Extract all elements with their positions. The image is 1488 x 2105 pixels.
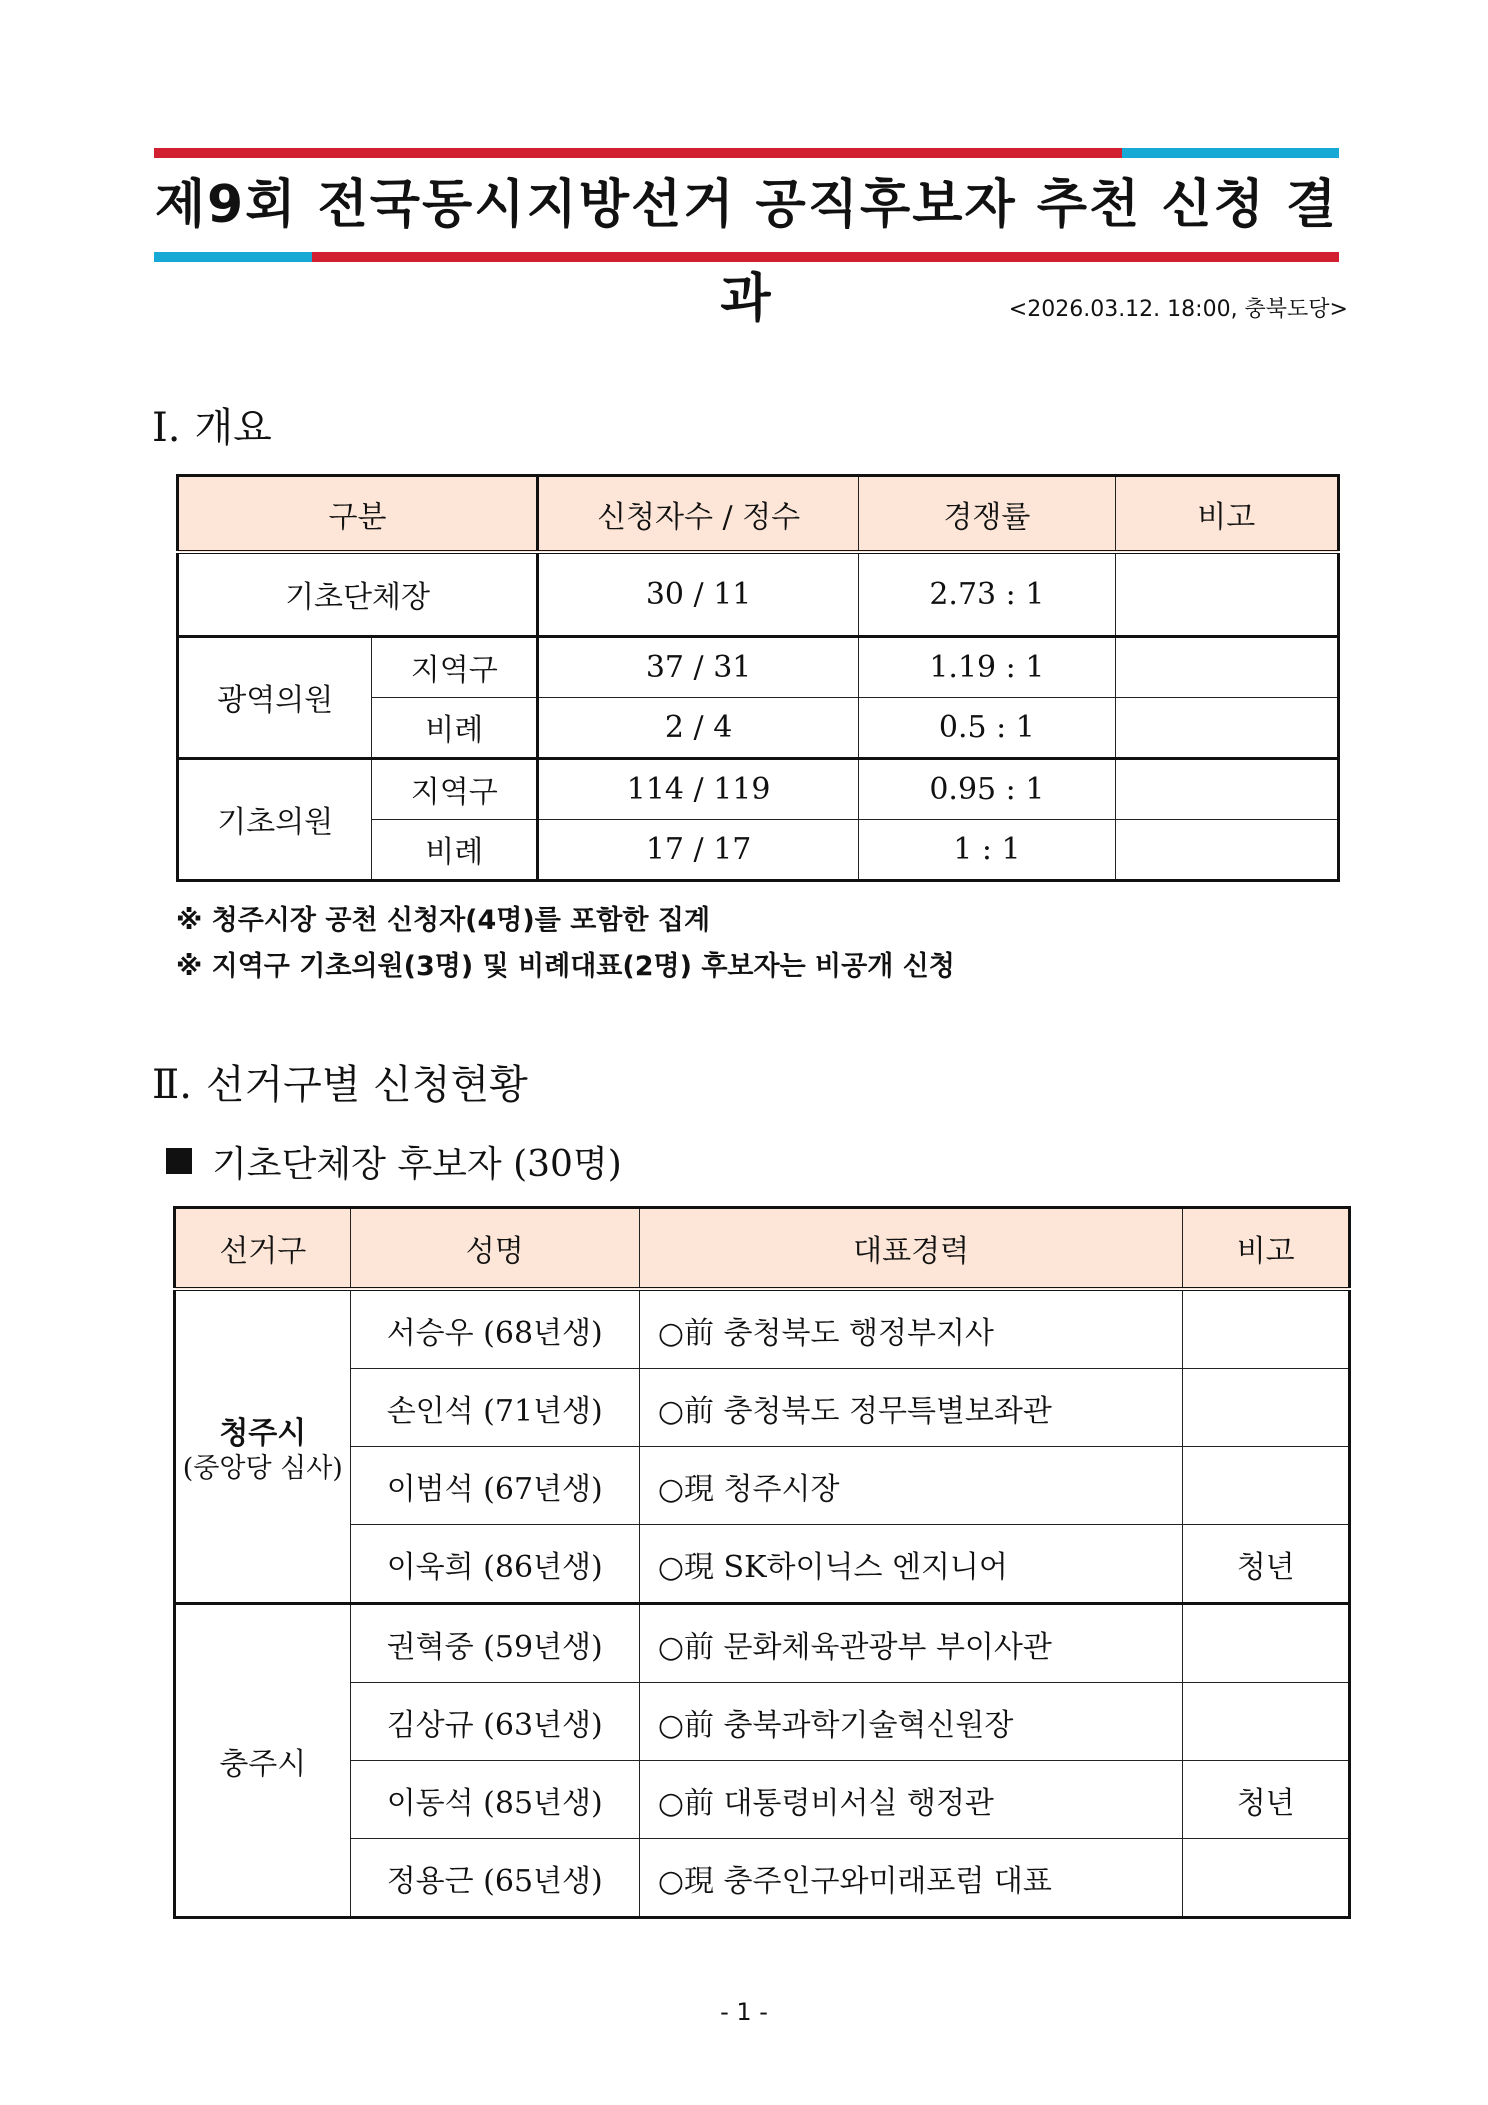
- overview-subcategory: 비례: [372, 819, 538, 880]
- candidate-note: [1183, 1604, 1350, 1683]
- candidates-table: [173, 1206, 1351, 1919]
- overview-note: [1115, 636, 1338, 697]
- overview-note: [1115, 697, 1338, 758]
- candidate-note: 청년: [1183, 1761, 1350, 1839]
- overview-note: [1115, 758, 1338, 819]
- region-cell: [175, 1289, 351, 1604]
- candidate-name: 이욱희 (86년생): [350, 1525, 639, 1604]
- candidates-header-row: [175, 1208, 1350, 1290]
- overview-header-note: 비고: [1115, 476, 1338, 553]
- overview-category: 광역의원: [178, 636, 372, 758]
- section-1-heading: [152, 396, 272, 453]
- overview-count: 114 / 119: [538, 758, 859, 819]
- candidate-name: 권혁중 (59년생): [350, 1604, 639, 1683]
- page-number: - 1 -: [720, 1998, 768, 2026]
- candidates-header-name: 성명: [350, 1208, 639, 1290]
- overview-note: [1115, 552, 1338, 636]
- section-1-number: Ⅰ.: [152, 405, 181, 451]
- candidate-row: [175, 1604, 1350, 1683]
- candidate-row: [175, 1369, 1350, 1447]
- section-1-label: 개요: [194, 405, 272, 451]
- note-item: ※ 지역구 기초의원(3명) 및 비례대표(2명) 후보자는 비공개 신청: [176, 951, 955, 982]
- candidate-name: 손인석 (71년생): [350, 1369, 639, 1447]
- candidate-name: 이범석 (67년생): [350, 1447, 639, 1525]
- overview-category: 기초단체장: [178, 552, 538, 636]
- candidate-note: [1183, 1839, 1350, 1918]
- overview-ratio: 1 : 1: [859, 819, 1115, 880]
- candidate-row: [175, 1289, 1350, 1369]
- overview-category: 기초의원: [178, 758, 372, 880]
- note-item: ※ 청주시장 공천 신청자(4명)를 포함한 집계: [176, 905, 711, 936]
- overview-count: 2 / 4: [538, 697, 859, 758]
- overview-count: 37 / 31: [538, 636, 859, 697]
- overview-ratio: 0.5 : 1: [859, 697, 1115, 758]
- square-bullet-icon: [166, 1148, 192, 1174]
- region-name: 청주시: [219, 1416, 307, 1451]
- overview-subcategory: 지역구: [372, 636, 538, 697]
- candidates-header-region: 선거구: [175, 1208, 351, 1290]
- overview-count: 30 / 11: [538, 552, 859, 636]
- overview-subcategory: 비례: [372, 697, 538, 758]
- section-2-number: Ⅱ.: [152, 1062, 192, 1108]
- overview-note: [1115, 819, 1338, 880]
- candidate-name: 이동석 (85년생): [350, 1761, 639, 1839]
- overview-count: 17 / 17: [538, 819, 859, 880]
- candidate-note: [1183, 1447, 1350, 1525]
- overview-row: [178, 552, 1339, 636]
- overview-table: [176, 474, 1340, 882]
- candidate-row: [175, 1447, 1350, 1525]
- overview-row: [178, 758, 1339, 819]
- dateline: <2026.03.12. 18:00, 충북도당>: [1008, 297, 1348, 322]
- region-name: 충주시: [219, 1746, 307, 1782]
- candidate-career: ○前 충청북도 행정부지사: [639, 1289, 1183, 1369]
- candidate-row: [175, 1683, 1350, 1761]
- candidate-row: [175, 1761, 1350, 1839]
- candidate-name: 서승우 (68년생): [350, 1289, 639, 1369]
- candidate-name: 정용근 (65년생): [350, 1839, 639, 1918]
- candidates-header-note: 비고: [1183, 1208, 1350, 1290]
- candidate-name: 김상규 (63년생): [350, 1683, 639, 1761]
- candidate-note: 청년: [1183, 1525, 1350, 1604]
- candidate-career: ○前 충북과학기술혁신원장: [639, 1683, 1183, 1761]
- overview-header-category: 구분: [178, 476, 538, 553]
- region-subtitle: (중앙당 심사): [182, 1453, 343, 1484]
- subsection-label: 기초단체장 후보자 (30명): [212, 1144, 622, 1185]
- overview-header-row: [178, 476, 1339, 553]
- candidate-note: [1183, 1369, 1350, 1447]
- candidate-row: [175, 1839, 1350, 1918]
- section-2-label: 선거구별 신청현황: [205, 1062, 528, 1108]
- overview-row: [178, 636, 1339, 697]
- title-bar-bottom: [154, 252, 1339, 262]
- subsection-heading: [166, 1136, 622, 1187]
- candidate-note: [1183, 1683, 1350, 1761]
- candidate-career: ○前 충청북도 정무특별보좌관: [639, 1369, 1183, 1447]
- overview-subcategory: 지역구: [372, 758, 538, 819]
- candidates-header-career: 대표경력: [639, 1208, 1183, 1290]
- overview-ratio: 0.95 : 1: [859, 758, 1115, 819]
- candidate-note: [1183, 1289, 1350, 1369]
- candidate-row: [175, 1525, 1350, 1604]
- candidate-career: ○前 대통령비서실 행정관: [639, 1761, 1183, 1839]
- title-bar-top: [154, 148, 1339, 158]
- section-2-heading: [152, 1053, 528, 1110]
- candidate-career: ○現 청주시장: [639, 1447, 1183, 1525]
- notes: [176, 898, 955, 990]
- overview-header-ratio: 경쟁률: [859, 476, 1115, 553]
- overview-header-count: 신청자수 / 정수: [538, 476, 859, 553]
- overview-ratio: 1.19 : 1: [859, 636, 1115, 697]
- overview-ratio: 2.73 : 1: [859, 552, 1115, 636]
- candidate-career: ○前 문화체육관광부 부이사관: [639, 1604, 1183, 1683]
- candidate-career: ○現 충주인구와미래포럼 대표: [639, 1839, 1183, 1918]
- document-title: 제9회 전국동시지방선거 공직후보자 추천 신청 결과: [154, 175, 1339, 329]
- region-cell: [175, 1604, 351, 1918]
- candidate-career: ○現 SK하이닉스 엔지니어: [639, 1525, 1183, 1604]
